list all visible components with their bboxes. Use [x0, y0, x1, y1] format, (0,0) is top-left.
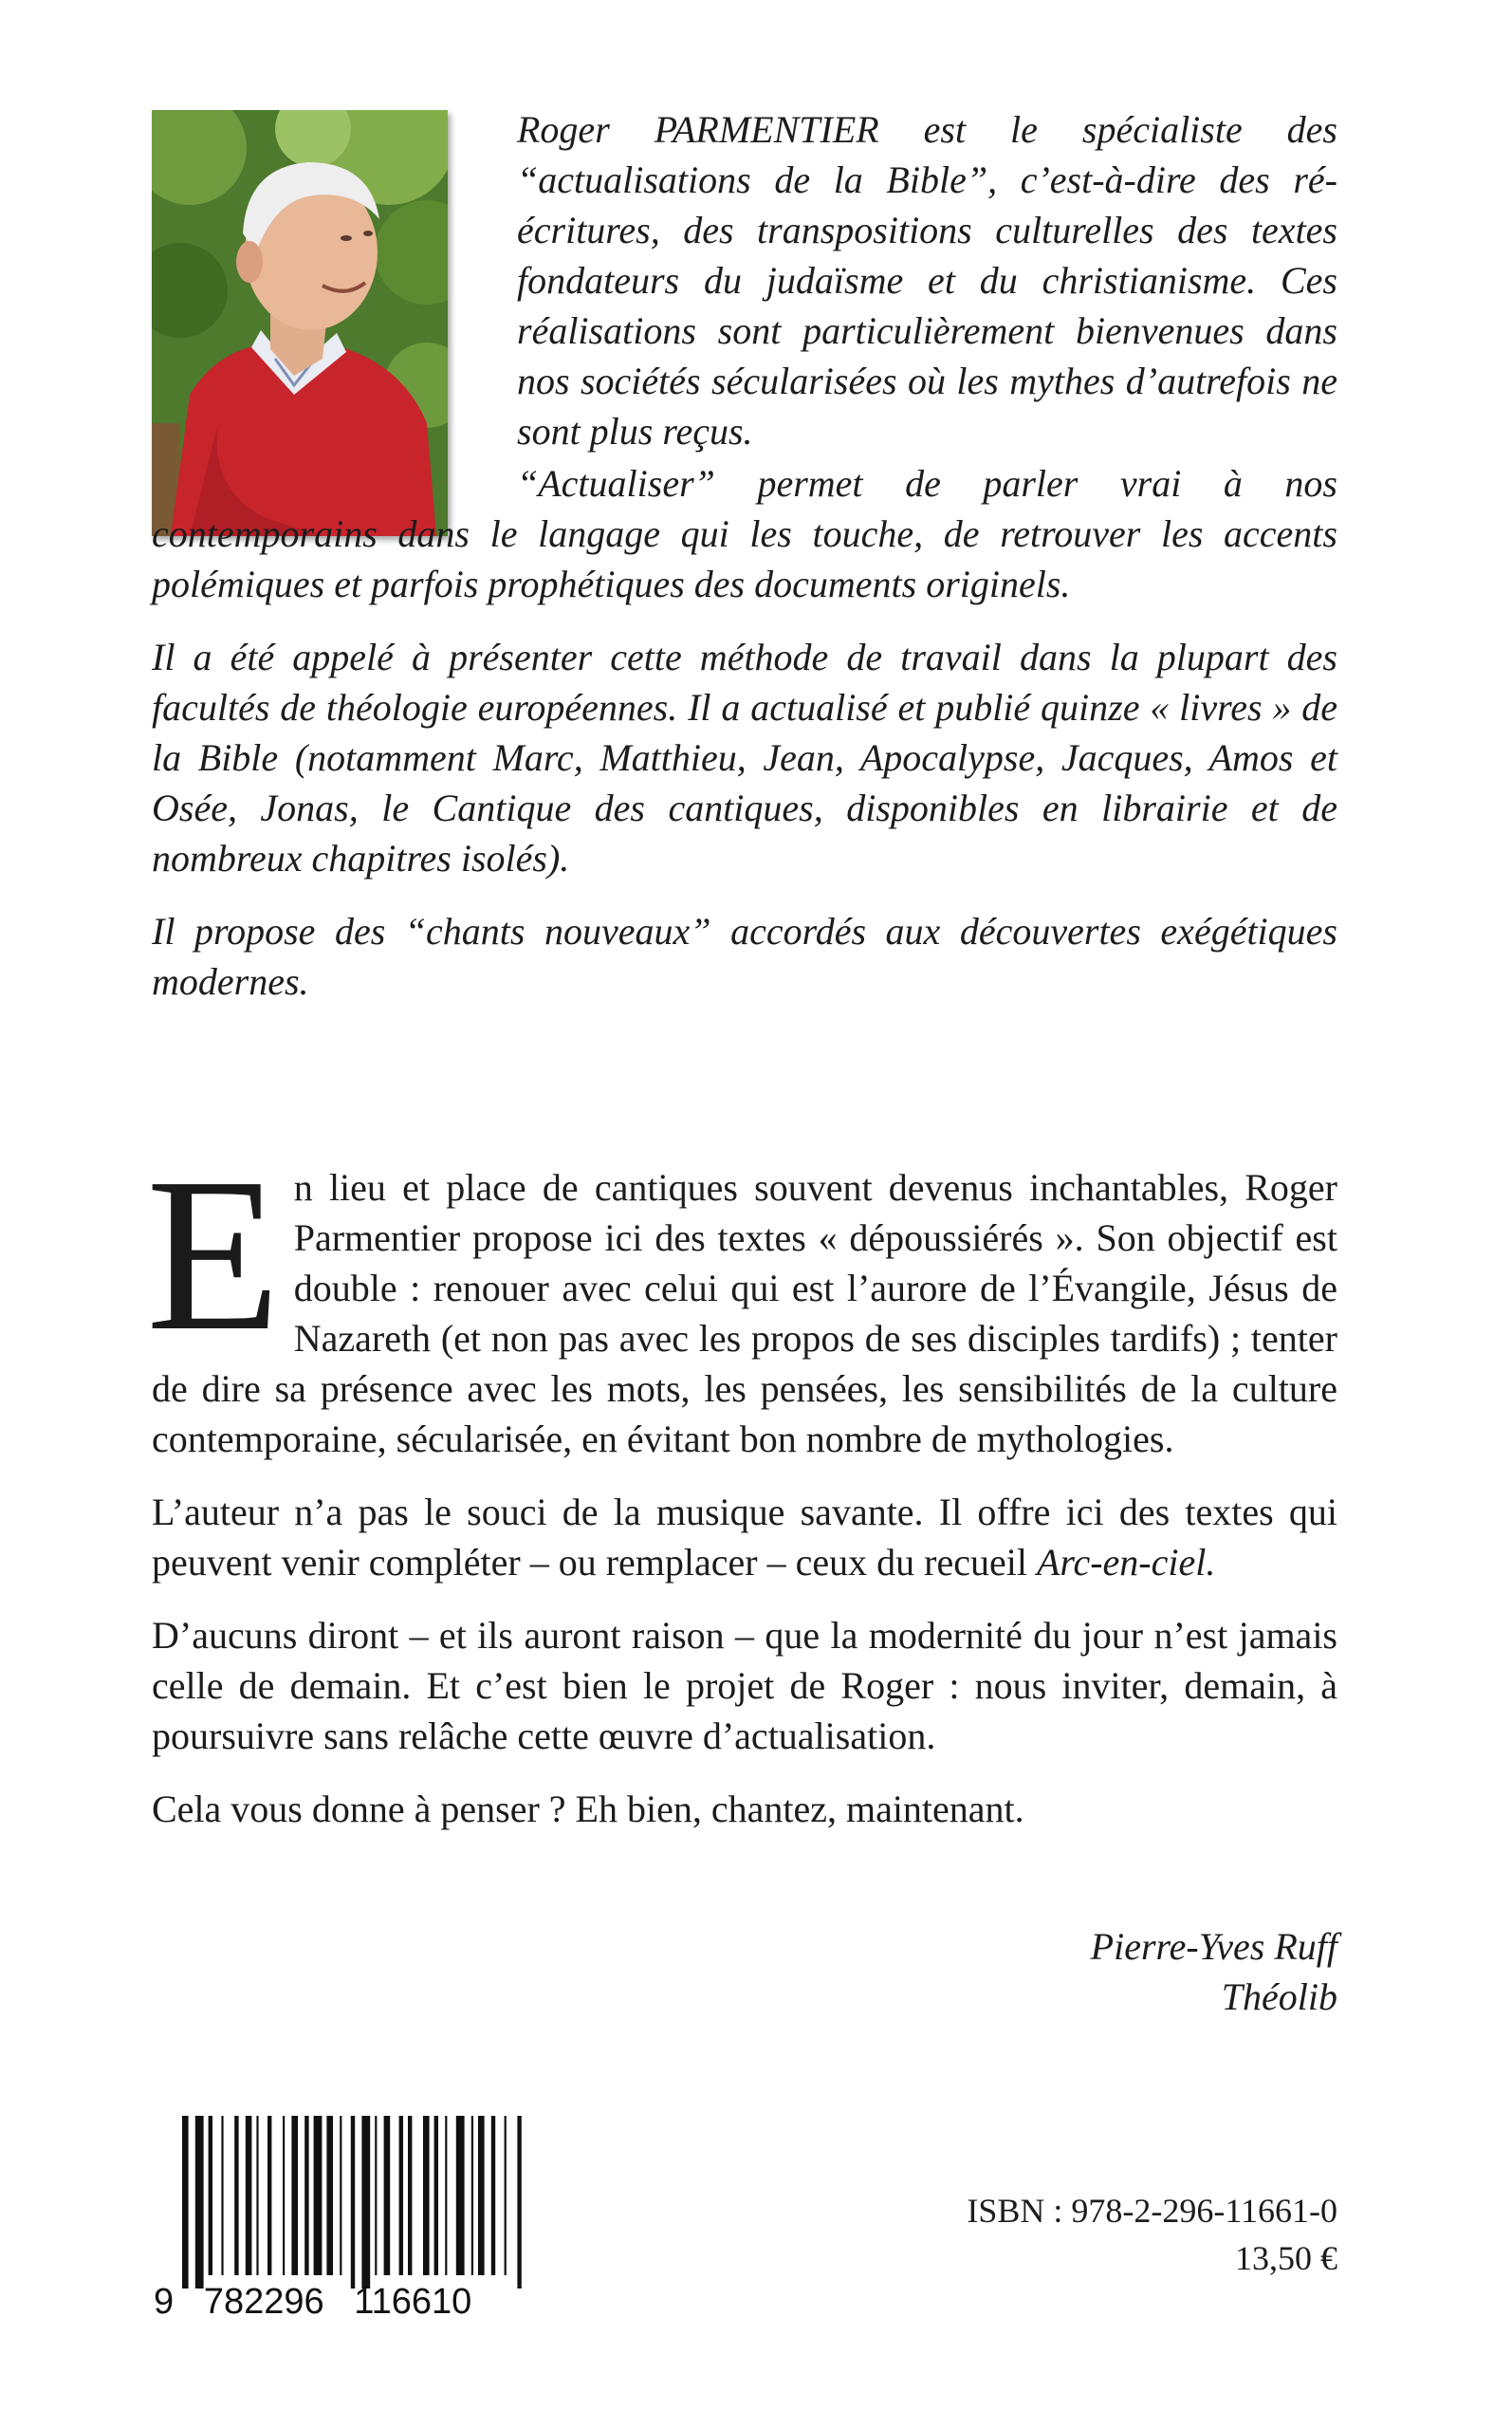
barcode-bar: [423, 2116, 430, 2275]
isbn-block: [967, 2187, 1337, 2282]
author-bio: [152, 104, 1337, 1007]
description-paragraph-1: [146, 1133, 1337, 1464]
barcode-bar: [283, 2116, 285, 2275]
bio-paragraph-1: Roger PARMENTIER est le spécialiste des “actualisations de la Bible”, c’est-à-dire des ré-écritures, des transpositions culturelles des textes fondateurs du judaïsme et du christianisme. Ces réalisations sont particulièrement bienvenues dans nos sociétés sécularisées où les mythes d’autrefois ne sont plus reçus.: [517, 108, 1337, 453]
barcode-bar: [505, 2116, 507, 2275]
book-description: [146, 1133, 1337, 1857]
barcode-bar: [445, 2116, 447, 2275]
barcode-bar: [267, 2116, 271, 2275]
barcode-bar: [314, 2116, 323, 2275]
barcode-bar: [256, 2116, 258, 2275]
barcode-bar: [326, 2116, 333, 2275]
barcode-bar: [517, 2116, 521, 2289]
barcode-bar: [456, 2116, 465, 2275]
barcode-bar: [291, 2116, 298, 2275]
isbn-number: ISBN : 978-2-296-11661-0: [967, 2192, 1337, 2230]
barcode-bar: [399, 2116, 403, 2275]
barcode: [152, 2116, 560, 2320]
barcode-bar: [471, 2116, 473, 2275]
barcode-digits: 9 782296 116610: [154, 2282, 472, 2320]
bio-paragraph-4: Il propose des “chants nouveaux” accordés aux découvertes exégétiques modernes.: [152, 910, 1337, 1003]
bio-paragraph-2: “Actualiser” permet de parler vrai à nos contemporains dans le langage qui les touche, de retrouver les accents polémiques et parfois prophétiques des documents originels.: [152, 462, 1337, 605]
barcode-bar: [234, 2116, 238, 2275]
barcode-bar: [195, 2116, 204, 2289]
bio-paragraph-3: Il a été appelé à présenter cette méthode de travail dans la plupart des facultés de théologie européennes. Il a actualisé et publié quinze « livres » de la Bible (notamment Marc, Matthieu, Jean, Apocalypse, Jacques, Amos et Osée, Jonas, le Cantique des cantiques, disponibles en librairie et de nombreux chapitres isolés).: [152, 636, 1337, 880]
description-paragraph-2-text: L’auteur n’a pas le souci de la musique savante. Il offre ici des textes qui peuvent venir compléter – ou remplacer – ceux du recueil: [152, 1491, 1337, 1584]
signature-org: Théolib: [1221, 1975, 1337, 2018]
collection-title: Arc-en-ciel.: [1036, 1541, 1216, 1584]
barcode-bar: [491, 2116, 495, 2275]
barcode-bar: [182, 2116, 189, 2289]
barcode-bar: [384, 2116, 391, 2275]
barcode-bar: [209, 2116, 212, 2275]
barcode-bar: [340, 2116, 341, 2275]
barcode-bar: [375, 2116, 377, 2275]
barcode-bar: [361, 2116, 370, 2289]
description-paragraph-1-text: n lieu et place de cantiques souvent devenus inchantables, Roger Parmentier propose ici des textes « dépoussiérés ». Son objectif est double : renouer avec celui qui est l’aurore de l’Évangile, Jésus de Nazareth (et non pas avec les propos de ses disciples tardifs) ; tenter de dire sa présence avec les mots, les pensées, les sensibilités de la culture contemporaine, sécularisée, en évitant bon nombre de mythologies.: [152, 1166, 1337, 1460]
description-paragraph-3: D’aucuns diront – et ils auront raison – que la modernité du jour n’est jamais celle de demain. Et c’est bien le projet de Roger : nous inviter, demain, à poursuivre sans relâche cette œuvre d’actualisation.: [152, 1614, 1337, 1757]
description-paragraph-2: [152, 1487, 1337, 1587]
price: 13,50 €: [1235, 2239, 1337, 2277]
signature: [1091, 1921, 1337, 2022]
barcode-bars: [182, 2116, 522, 2289]
barcode-bar: [478, 2116, 485, 2275]
barcode-bar: [434, 2116, 438, 2275]
barcode-bar: [351, 2116, 355, 2289]
barcode-bar: [221, 2116, 223, 2275]
barcode-bar: [304, 2116, 308, 2275]
description-paragraph-4: Cela vous donne à penser ? Eh bien, chantez, maintenant.: [152, 1788, 1024, 1830]
signature-name: Pierre-Yves Ruff: [1090, 1925, 1337, 1968]
barcode-bar: [408, 2116, 412, 2275]
barcode-bar: [246, 2116, 252, 2275]
drop-cap: E: [146, 1133, 281, 1377]
